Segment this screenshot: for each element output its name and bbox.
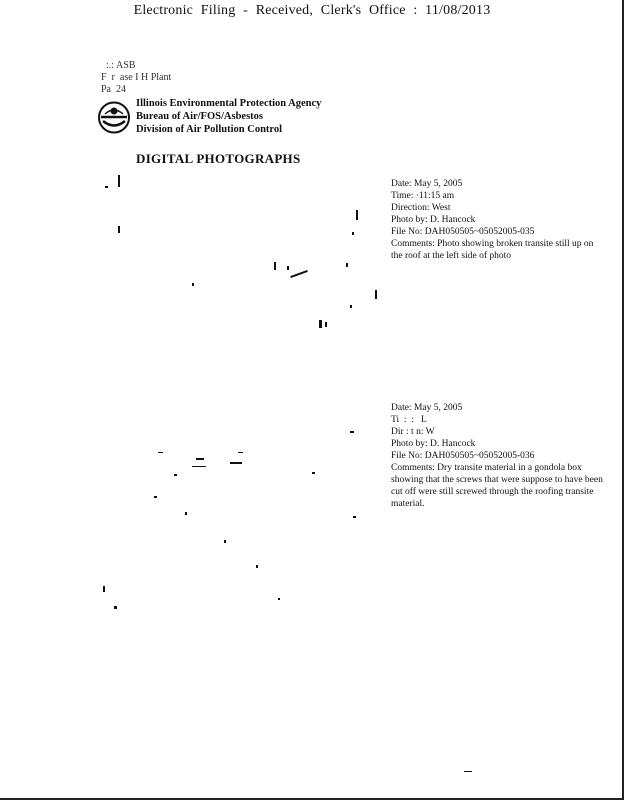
photo-2-comments: Comments: Dry transite material in a gondola box showing that the screws that were suppose to have been cut off were still screwed through the roofing transite material.	[391, 463, 603, 509]
photo-2-date: Date: May 5, 2005	[391, 403, 463, 413]
reference-line-1: :.: ASB	[101, 60, 136, 71]
photo-1-file-no: File No: DAH050505~05052005-035	[391, 227, 535, 237]
photo-1-info	[391, 178, 606, 262]
agency-bureau: Bureau of Air/FOS/Asbestos	[136, 111, 263, 122]
photo-1-comments: Comments: Photo showing broken transite still up on the roof at the left side of photo	[391, 239, 594, 261]
photo-1-area	[100, 170, 380, 370]
photo-1-date: Date: May 5, 2005	[391, 179, 463, 189]
photo-2-info	[391, 402, 606, 510]
photo-1-photographer: Photo by: D. Hancock	[391, 215, 476, 225]
filing-stamp: Electronic Filing - Received, Clerk's Office : 11/08/2013	[133, 3, 491, 18]
agency-division: Division of Air Pollution Control	[136, 124, 283, 135]
scan-speck	[464, 771, 472, 772]
reference-line-2: F r ase I H Plant	[101, 72, 172, 83]
document-title: DIGITAL PHOTOGRAPHS	[136, 151, 301, 166]
photo-2-time: Ti : : L	[391, 415, 427, 425]
photo-2-file-no: File No: DAH050505~05052005-036	[391, 451, 535, 461]
photo-2-direction: Dir : t n: W	[391, 427, 435, 437]
scan-speck	[114, 606, 117, 609]
photo-1-time: Time: ·11:15 am	[391, 191, 455, 201]
agency-name: Illinois Environmental Protection Agency	[136, 98, 322, 109]
photo-2-area	[100, 400, 380, 600]
il-epa-logo-icon	[97, 101, 131, 134]
photo-2-photographer: Photo by: D. Hancock	[391, 439, 476, 449]
photo-1-direction: Direction: West	[391, 203, 451, 213]
reference-line-3: Pa 24	[101, 84, 126, 95]
